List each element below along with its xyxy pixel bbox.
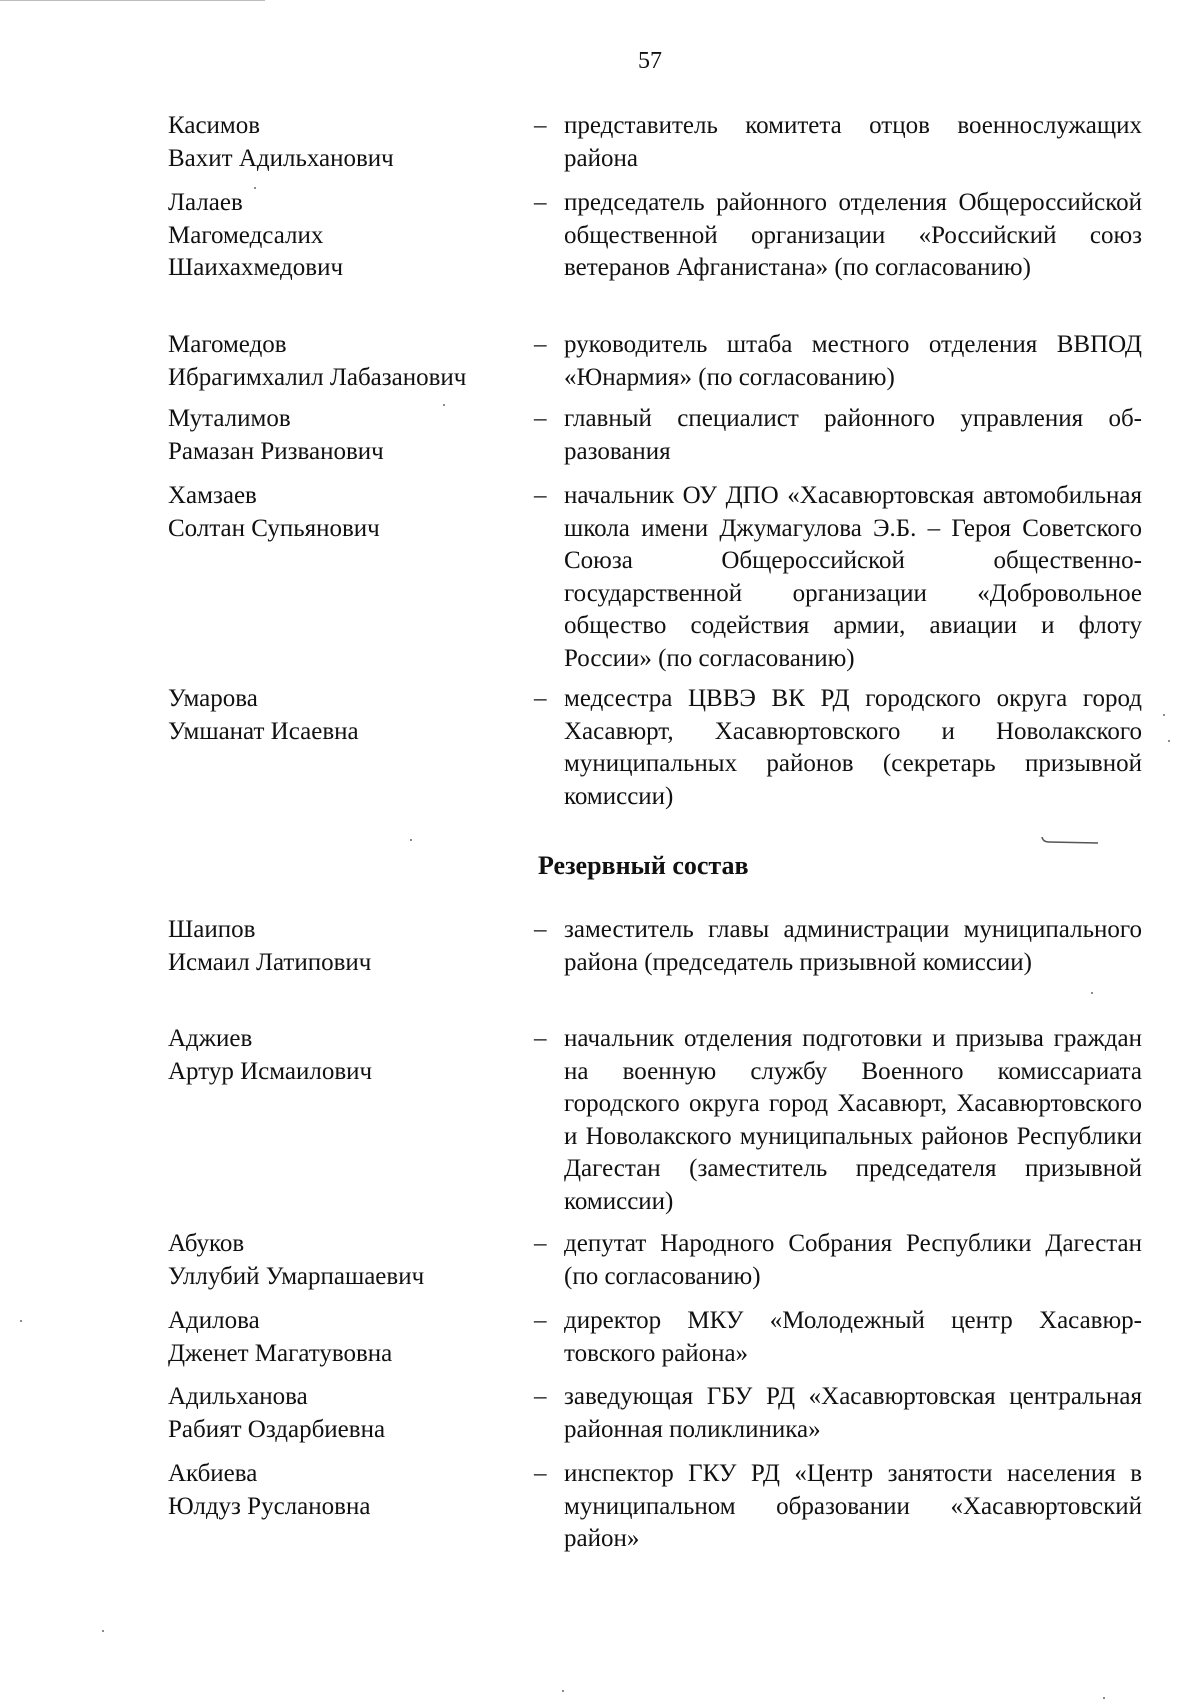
member-name bbox=[168, 914, 528, 979]
member-role-text: руководитель штаба местного отделения ВВПОД «Юнармия» (по согласованию) bbox=[564, 331, 1142, 391]
member-name-line: Муталимов bbox=[168, 405, 291, 432]
member-name-line: Абуков bbox=[168, 1230, 245, 1257]
member-role bbox=[536, 683, 1142, 813]
role-dash: – bbox=[534, 1230, 547, 1257]
member-name-line: Ибрагимхалил Лабазанович bbox=[168, 363, 467, 391]
member-role-text: депутат Народного Собрания Республики Дагестан (по согласованию) bbox=[564, 1230, 1142, 1290]
member-name-line: Рабият Оздарбиевна bbox=[168, 1415, 386, 1443]
member-name bbox=[168, 1305, 528, 1370]
member-name bbox=[168, 480, 528, 545]
member-role bbox=[536, 1023, 1142, 1218]
scan-speck bbox=[1163, 714, 1165, 716]
member-role bbox=[536, 1458, 1142, 1556]
member-role bbox=[536, 1381, 1142, 1446]
member-name bbox=[168, 110, 528, 175]
role-dash: – bbox=[534, 482, 547, 509]
section-heading-reserve: Резервный состав bbox=[538, 851, 749, 880]
member-name bbox=[168, 329, 528, 394]
member-name-line: Дженет Магатувовна bbox=[168, 1339, 393, 1367]
role-dash: – bbox=[534, 1383, 547, 1410]
member-role-text: начальник отделения подготовки и призыва граждан на военную службу Военного комиссариата городского округа город Хасавюрт, Хасавюртовского и Новолакского муниципальных районов Республики Дагестан (заместитель председателя призывной комиссии) bbox=[564, 1025, 1142, 1215]
member-name bbox=[168, 1458, 528, 1523]
member-role bbox=[536, 403, 1142, 468]
member-role-text: главный специалист районного управления образования bbox=[564, 405, 1142, 465]
pen-mark bbox=[1040, 833, 1100, 847]
member-name-line: Хамзаев bbox=[168, 482, 257, 509]
member-role-text: председатель районного отделения Общероссийской общественной организации «Российский союз ветеранов Афганистана» (по согласованию) bbox=[564, 189, 1142, 281]
member-role bbox=[536, 1228, 1142, 1293]
member-name bbox=[168, 1228, 528, 1293]
member-role bbox=[536, 110, 1142, 175]
member-name-line: Лалаев bbox=[168, 189, 243, 216]
member-role bbox=[536, 187, 1142, 285]
member-role-text: представитель комитета отцов военнослужащих района bbox=[564, 112, 1142, 172]
role-dash: – bbox=[534, 1025, 547, 1052]
scan-speck bbox=[102, 1630, 104, 1632]
member-role bbox=[536, 1305, 1142, 1370]
member-name-line: Умарова bbox=[168, 685, 258, 712]
member-role-text: директор МКУ «Молодежный центр Хасавюртовского района» bbox=[564, 1307, 1142, 1367]
member-name bbox=[168, 1381, 528, 1446]
member-name-line: Адилова bbox=[168, 1307, 260, 1334]
member-name bbox=[168, 683, 528, 748]
member-role-text: инспектор ГКУ РД «Центр занятости населения в муниципальном образовании «Хасавюртовский район» bbox=[564, 1460, 1142, 1552]
role-dash: – bbox=[534, 1460, 547, 1487]
member-name-line: Акбиева bbox=[168, 1460, 258, 1487]
member-name-line: Шаипов bbox=[168, 916, 256, 943]
member-role-text: заведующая ГБУ РД «Хасавюртовская центральная районная поликлиника» bbox=[564, 1383, 1142, 1443]
member-role-text: медсестра ЦВВЭ ВК РД городского округа город Хасавюрт, Хасавюртовского и Новолакского муниципальных районов (секретарь призывной комиссии) bbox=[564, 685, 1142, 810]
member-role bbox=[536, 329, 1142, 394]
page-number: 57 bbox=[638, 48, 662, 74]
scan-speck bbox=[1103, 1697, 1105, 1699]
scan-speck bbox=[1168, 740, 1170, 742]
scan-speck bbox=[1091, 992, 1093, 994]
member-name-line: Рамазан Ризванович bbox=[168, 437, 384, 465]
member-name bbox=[168, 1023, 528, 1088]
member-name bbox=[168, 187, 528, 285]
role-dash: – bbox=[534, 685, 547, 712]
role-dash: – bbox=[534, 189, 547, 216]
member-name-line: Солтан Супьянович bbox=[168, 514, 380, 542]
scan-top-edge-line bbox=[0, 0, 265, 1]
member-name bbox=[168, 403, 528, 468]
scan-speck bbox=[254, 187, 256, 189]
member-role bbox=[536, 914, 1142, 979]
member-name-line: Исмаил Латипович bbox=[168, 948, 372, 976]
scan-speck bbox=[443, 404, 445, 406]
role-dash: – bbox=[534, 331, 547, 358]
scan-speck bbox=[562, 1690, 564, 1692]
member-name-line: Юлдуз Руслановна bbox=[168, 1492, 371, 1520]
member-name-line: Магомедсалих bbox=[168, 221, 324, 249]
role-dash: – bbox=[534, 916, 547, 943]
role-dash: – bbox=[534, 1307, 547, 1334]
member-name-line: Вахит Адильханович bbox=[168, 144, 394, 172]
member-name-line: Артур Исмаилович bbox=[168, 1057, 373, 1085]
member-name-line: Шаихахмедович bbox=[168, 254, 344, 281]
member-name-line: Аджиев bbox=[168, 1025, 253, 1052]
member-role-text: заместитель главы администрации муниципального района (председатель призывной комиссии) bbox=[564, 916, 1142, 976]
member-name-line: Уллубий Умарпашаевич bbox=[168, 1262, 425, 1290]
member-role bbox=[536, 480, 1142, 675]
scan-speck bbox=[410, 839, 412, 841]
member-name-line: Касимов bbox=[168, 112, 261, 139]
member-role-text: начальник ОУ ДПО «Хасавюртовская автомобильная школа имени Джумагулова Э.Б. – Героя Советского Союза Общероссийской общественно-государственной организации «Добровольное общество содействия армии, авиации и флоту России» (по согласованию) bbox=[564, 482, 1142, 672]
member-name-line: Умшанат Исаевна bbox=[168, 717, 359, 745]
role-dash: – bbox=[534, 405, 547, 432]
member-name-line: Адильханова bbox=[168, 1383, 308, 1410]
member-name-line: Магомедов bbox=[168, 331, 287, 358]
scan-speck bbox=[20, 1320, 22, 1322]
role-dash: – bbox=[534, 112, 547, 139]
